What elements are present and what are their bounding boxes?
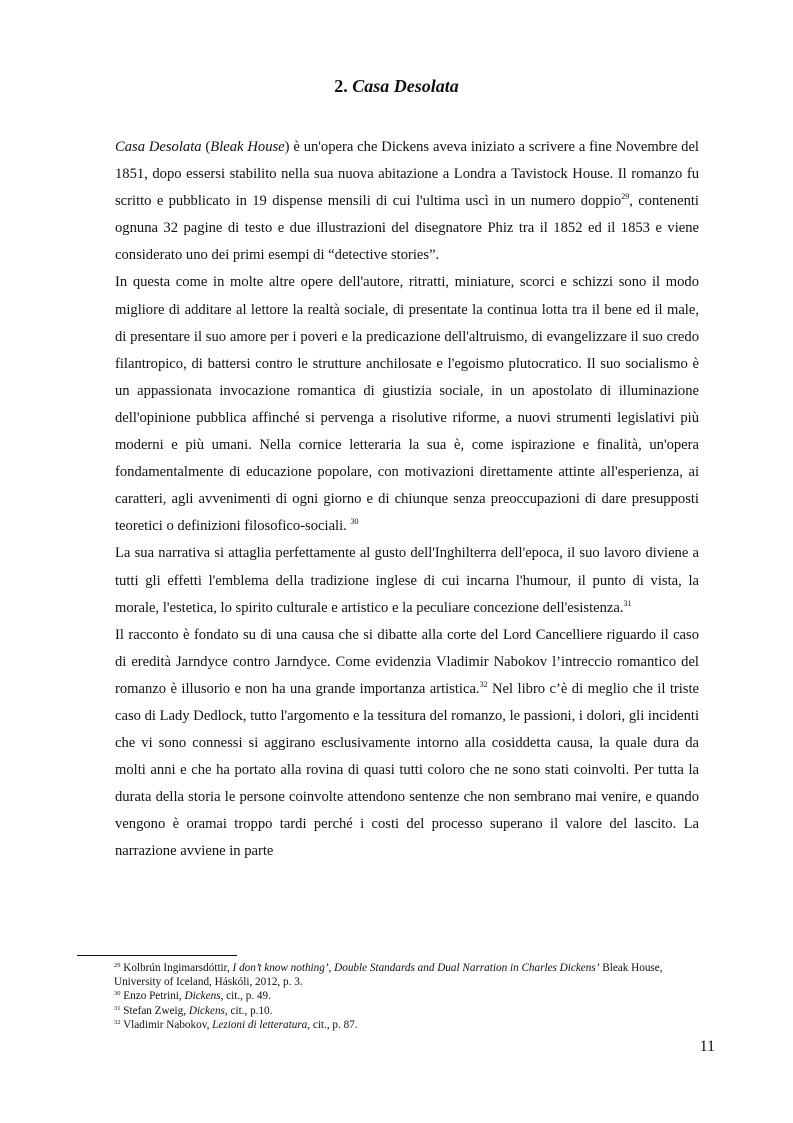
footnote-number: 31 [114,1004,121,1012]
section-title: Casa Desolata [352,76,459,96]
work-title-english: Bleak House [210,139,285,155]
text-run: Vladimir Nabokov, [120,1018,213,1031]
paragraph-2 [115,269,699,540]
text-run: , cit., p. 87. [307,1018,358,1031]
footnote-32 [114,1018,704,1032]
page-number: 11 [699,1038,715,1055]
text-run: Nel libro c’è di meglio che il triste caso di Lady Dedlock, tutto l'argomento e la tessitura del romanzo, le passioni, i dolori, gli incidenti che vi sono connessi si aggirano esclusivamente intorno alla cosiddetta causa, la quale dura da molti anni e che ha portato alla rovina di quasi tutti coloro che ne sono stati coinvolti. Per tutta la durata della storia le persone coinvolte attendono sentenze che non sembrano mai venire, e quando vengono è oramai troppo tardi perché i costi del processo superano il valore del lascito. La narrazione avviene in parte [115,680,699,860]
citation-title: I don’t know nothing’, Double Standards and Dual Narration in Charles Dickens’ [232,962,600,974]
citation-title: Lezioni di letteratura [212,1018,308,1031]
section-heading [0,76,793,97]
footnote-29 [114,961,704,989]
citation-title: Dickens [188,1004,225,1017]
text-run: , contenenti ognuna 32 pagine di testo e due illustrazioni del disegnatore Phiz tra il 1852 ed il 1853 e viene considerato uno dei primi esempi di “detective stories”. [115,193,699,264]
footnote-number: 29 [114,962,121,969]
text-run: , cit., p.10. [224,1004,273,1017]
text-run: Stefan Zweig, [120,1004,189,1017]
text-run: Il racconto è fondato su di una causa che si dibatte alla corte del Lord Cancelliere riguardo il caso di eredità Jarndyce contro Jarndyce. Come evidenzia Vladimir Nabokov l’intreccio romantico del romanzo è illusorio e non ha una grande importanza artistica. [115,626,699,697]
footnote-ref-31: 31 [623,598,632,608]
footnote-ref-29: 29 [621,192,630,202]
text-run: ) è un'opera che Dickens aveva iniziato a scrivere a fine Novembre del 1851, dopo essersi stabilito nella sua nuova abitazione a Londra a Tavistock House. Il romanzo fu scritto e pubblicato in 19 dispense mensili di cui l'ultima uscì in un numero doppio [115,139,699,210]
text-run: ( [201,139,211,155]
footnote-30 [114,989,704,1003]
body-text [115,134,699,866]
text-run: Enzo Petrini, [120,990,185,1003]
footnote-number: 30 [114,990,121,998]
footnote-separator [77,955,237,956]
text-run: In questa come in molte altre opere dell'autore, ritratti, miniature, scorci e schizzi sono il modo migliore di additare al lettore la realtà sociale, di presentate la continua lotta tra il bene ed il male, di presentare il suo amore per i poveri e la predicazione dell'altruismo, di evangelizzare il suo credo filantropico, di battersi contro le strutture anchilosate e l'egoismo plutocratico. Il suo socialismo è un appassionata invocazione romantica di giustizia sociale, in un apostolato di illuminazione dell'opinione pubblica affinché si pervenga a risolutive riforme, a nuovi strumenti legislativi più moderni e più umani. Nella cornice letteraria la sua è, come ispirazione e finalità, un'opera fondamentalmente di educazione popolare, con motivazioni direttamente attinte all'esperienza, ai caratteri, agli avvenimenti di ogni giorno e di chiunque senza preoccupazioni di dare presupposti teoretici o definizioni filosofico-sociali. [115,274,699,535]
text-run: cit., p. 49. [223,990,271,1003]
section-number: 2. [334,76,348,96]
work-title-italian: Casa Desolata [115,139,202,155]
footnote-ref-32: 32 [479,679,488,689]
text-run: Bleak House, University of Iceland, Háskóli, 2012, p. 3. [114,962,663,989]
footnote-31 [114,1004,704,1018]
footnote-ref-30: 30 [350,517,359,527]
text-run: Kolbrún Ingimarsdóttir, [120,962,233,974]
text-run: La sua narrativa si attaglia perfettamente al gusto dell'Inghilterra dell'epoca, il suo lavoro diviene a tutti gli effetti l'emblema della tradizione inglese di cui incarna l'humour, il punto di vista, la morale, l'estetica, lo spirito culturale e artistico e la peculiare concezione dell'esistenza. [115,545,699,616]
footnotes [114,961,704,1032]
paragraph-3 [115,540,699,621]
paragraph-1 [115,134,699,269]
paragraph-4 [115,622,699,866]
citation-title: Dickens, [184,990,224,1003]
footnote-number: 32 [114,1018,121,1026]
